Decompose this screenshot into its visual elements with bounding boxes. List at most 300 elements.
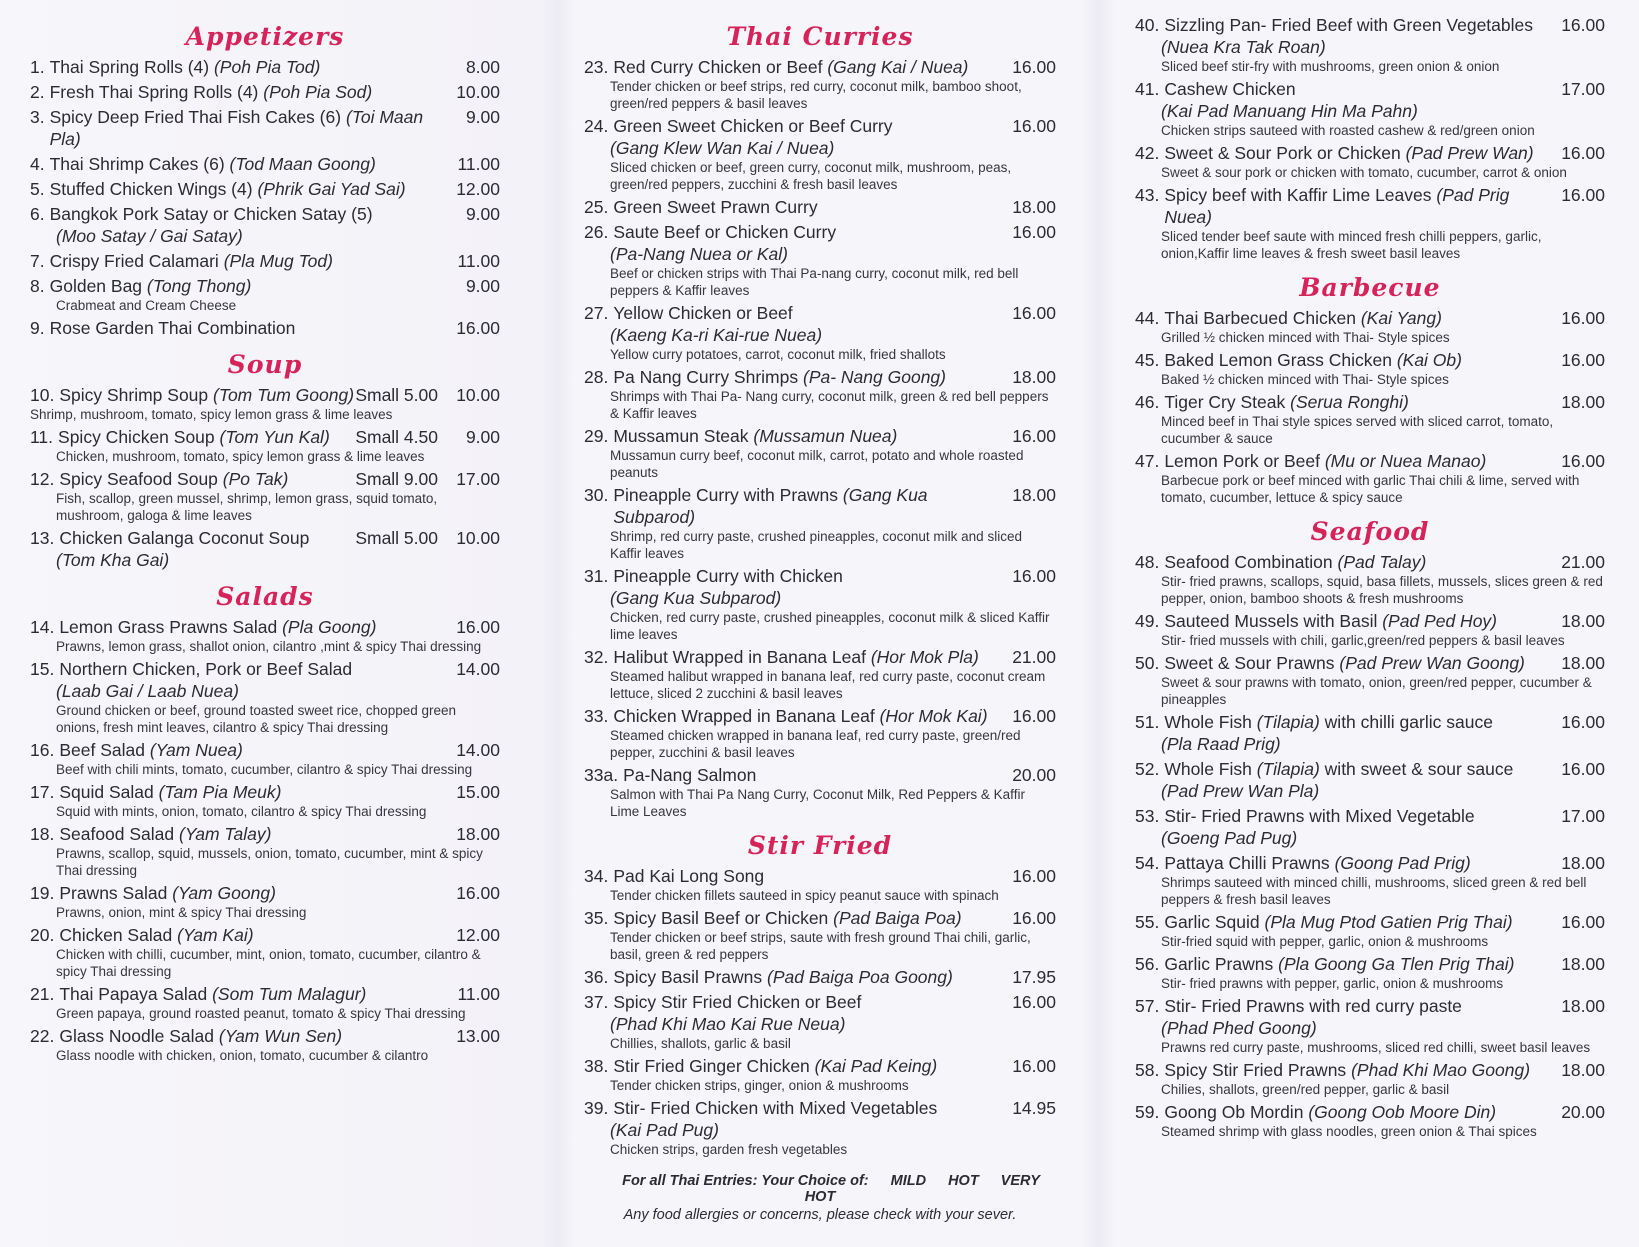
- item-price: 16.00: [1012, 303, 1056, 323]
- menu-item-row: [30, 203, 500, 225]
- item-thai-name: (Poh Pia Tod): [213, 57, 321, 77]
- item-english-name: Lemon Pork or Beef: [1164, 451, 1320, 471]
- item-price: 14.00: [456, 659, 500, 679]
- item-english-name: Pa-Nang Salmon: [623, 765, 757, 785]
- menu-item: [1135, 995, 1605, 1056]
- item-name: [59, 739, 452, 761]
- item-english-name: Pineapple Curry with Chicken: [613, 566, 843, 586]
- item-price: 18.00: [1012, 197, 1056, 217]
- item-english-name: Thai Barbecued Chicken: [1164, 308, 1356, 328]
- item-price: 14.95: [1012, 1098, 1056, 1118]
- item-name-tail: with sweet & sour sauce: [1324, 759, 1514, 779]
- item-name: [59, 781, 452, 803]
- menu-item: [30, 924, 500, 980]
- item-name: [613, 484, 1008, 528]
- item-english-name: Squid Salad: [59, 782, 154, 802]
- item-description: Mussamun curry beef, coconut milk, carrot, potato and whole roasted peanuts: [610, 448, 1024, 480]
- menu-item: [30, 203, 500, 247]
- item-price: 16.00: [1561, 912, 1605, 932]
- menu-item: [30, 527, 500, 571]
- menu-section: [584, 823, 1056, 1161]
- menu-item: [1135, 911, 1605, 950]
- item-thai-name: (Serua Ronghi): [1290, 392, 1409, 412]
- item-english-name: Spicy Stir Fried Chicken or Beef: [613, 992, 862, 1012]
- menu-item: [30, 983, 500, 1022]
- menu-item: [1135, 391, 1605, 447]
- item-number: 29.: [584, 426, 609, 446]
- item-description: Stir- fried prawns with pepper, garlic, onion & mushrooms: [1161, 976, 1504, 991]
- menu-item: [1135, 1101, 1605, 1140]
- item-name: [59, 983, 452, 1005]
- item-name: [613, 425, 1008, 447]
- menu-item-row: [584, 991, 1056, 1013]
- item-description: Sliced beef stir-fry with mushrooms, green onion & onion: [1161, 59, 1500, 74]
- item-name: [50, 81, 452, 103]
- item-thai-name: (Tom Yun Kal): [219, 427, 330, 447]
- menu-item-row: [30, 616, 500, 638]
- item-thai-name: (Tom Tum Goong): [213, 385, 355, 405]
- item-thai-name: (Phad Khi Mao Goong): [1351, 1060, 1531, 1080]
- menu-item: [30, 823, 500, 879]
- item-thai-name: (Laab Gai / Laab Nuea): [56, 681, 239, 701]
- item-english-name: Thai Papaya Salad: [59, 984, 208, 1004]
- item-thai-name: (Yam Wun Sen): [218, 1026, 343, 1046]
- menu-item: [1135, 805, 1605, 849]
- item-number: 56.: [1135, 954, 1160, 974]
- menu-section: [30, 342, 500, 574]
- item-price: 16.00: [1561, 712, 1605, 732]
- item-english-name: Cashew Chicken: [1164, 79, 1296, 99]
- item-description: Shrimps with Thai Pa- Nang curry, coconut milk, green & red bell peppers & Kaffir leaves: [610, 389, 1049, 421]
- item-thai-name: (Moo Satay / Gai Satay): [56, 226, 243, 246]
- menu-item-row: [1135, 995, 1605, 1017]
- item-name: [1164, 391, 1557, 413]
- item-english-name: Thai Spring Rolls (4): [49, 57, 210, 77]
- item-english-name: Spicy beef with Kaffir Lime Leaves: [1164, 185, 1432, 205]
- item-number: 45.: [1135, 350, 1160, 370]
- item-description: Sliced tender beef saute with minced fresh chilli peppers, garlic, onion,Kaffir lime leaves & fresh sweet basil leaves: [1161, 229, 1542, 261]
- item-price: 18.00: [1561, 996, 1605, 1016]
- item-number: 58.: [1135, 1060, 1160, 1080]
- menu-item: [30, 384, 500, 423]
- menu-item: [1135, 852, 1605, 908]
- item-description: Stir- fried mussels with chili, garlic,green/red peppers & basil leaves: [1161, 633, 1565, 648]
- menu-item-row: [584, 907, 1056, 929]
- item-name: [50, 203, 452, 225]
- menu-item-row: [1135, 1101, 1605, 1123]
- item-number: 55.: [1135, 912, 1160, 932]
- item-description: Steamed shrimp with glass noodles, green onion & Thai spices: [1161, 1124, 1537, 1139]
- menu-item: [1135, 1059, 1605, 1098]
- item-name: [59, 924, 452, 946]
- item-price: 17.00: [1561, 79, 1605, 99]
- item-english-name: Saute Beef or Chicken Curry: [613, 222, 837, 242]
- item-number: 22.: [30, 1026, 55, 1046]
- menu-item: [584, 705, 1056, 761]
- allergy-note: Any food allergies or concerns, please check with your sever.: [623, 1207, 1017, 1223]
- item-number: 43.: [1135, 185, 1160, 205]
- item-description: Chillies, shallots, garlic & basil: [610, 1036, 791, 1051]
- item-english-name: Spicy Basil Prawns: [613, 967, 763, 987]
- menu-column-1: [30, 14, 500, 1247]
- item-name: [59, 616, 452, 638]
- menu-item: [30, 178, 500, 200]
- item-price: 16.00: [1012, 992, 1056, 1012]
- menu-item-row: [584, 425, 1056, 447]
- item-name: [613, 1055, 1008, 1077]
- item-price: 16.00: [1012, 1056, 1056, 1076]
- menu-section: [584, 14, 1056, 823]
- item-thai-name: (Gang Kai / Nuea): [827, 57, 969, 77]
- item-thai-name: (Goeng Pad Pug): [1161, 828, 1298, 848]
- item-price: 18.00: [1561, 954, 1605, 974]
- item-price: 10.00: [456, 82, 500, 102]
- menu-item-row: [30, 153, 500, 175]
- item-description: Shrimp, red curry paste, crushed pineapples, coconut milk and sliced Kaffir leaves: [610, 529, 1022, 561]
- spice-choice-label: For all Thai Entries: Your Choice of:: [622, 1173, 869, 1189]
- item-thai-name: (Yam Talay): [179, 824, 272, 844]
- item-english-name: Rose Garden Thai Combination: [49, 318, 296, 338]
- item-price: 13.00: [456, 1026, 500, 1046]
- item-number: 31.: [584, 566, 609, 586]
- item-thai-name: (Pad Baiga Poa Goong): [767, 967, 953, 987]
- item-english-name: Thai Shrimp Cakes (6): [49, 154, 225, 174]
- menu-item-row: [30, 658, 500, 680]
- menu-item: [1135, 610, 1605, 649]
- item-english-name: Northern Chicken, Pork or Beef Salad: [59, 659, 353, 679]
- item-thai-name: (Goong Pad Prig): [1334, 853, 1471, 873]
- item-name: [613, 907, 1008, 929]
- item-description: Prawns red curry paste, mushrooms, sliced red chilli, sweet basil leaves: [1161, 1040, 1591, 1055]
- item-thai-name: (Gang Kua Subparod): [610, 588, 782, 608]
- item-price: 18.00: [1561, 611, 1605, 631]
- menu-section: [30, 14, 500, 342]
- item-description: Tender chicken fillets sauteed in spicy peanut sauce with spinach: [610, 888, 999, 903]
- item-number: 41.: [1135, 79, 1160, 99]
- item-thai-name: (Kai Yang): [1360, 308, 1442, 328]
- item-thai-name: (Goong Oob Moore Din): [1308, 1102, 1497, 1122]
- item-price: 16.00: [1012, 566, 1056, 586]
- item-english-name: Garlic Prawns: [1164, 954, 1274, 974]
- item-number: 6.: [30, 204, 45, 224]
- item-thai-name: (Kaeng Ka-ri Kai-rue Nuea): [610, 325, 823, 345]
- menu-item-row: [584, 196, 1056, 218]
- menu-item: [30, 250, 500, 272]
- menu-item-row: [30, 56, 500, 78]
- item-number: 50.: [1135, 653, 1160, 673]
- item-english-name: Spicy Seafood Soup: [59, 469, 218, 489]
- item-price: 16.00: [456, 318, 500, 338]
- item-price: 20.00: [1012, 765, 1056, 785]
- menu-item-row: [30, 178, 500, 200]
- menu-item: [1135, 142, 1605, 181]
- item-english-name: Beef Salad: [59, 740, 145, 760]
- item-description: Beef or chicken strips with Thai Pa-nang curry, coconut milk, red bell peppers & Kaffir leaves: [610, 266, 1019, 298]
- item-name: [613, 196, 1008, 218]
- item-number: 3.: [30, 107, 45, 127]
- item-thai-name: (Tom Kha Gai): [56, 550, 170, 570]
- item-name: [1164, 953, 1557, 975]
- item-thai-name: (Toi Maan Pla): [49, 107, 424, 149]
- item-description: Steamed chicken wrapped in banana leaf, red curry paste, green/red pepper, zucchini & basil leaves: [610, 728, 1021, 760]
- menu-item-row: [30, 250, 500, 272]
- item-number: 33a.: [584, 765, 619, 785]
- item-price: 18.00: [1561, 1060, 1605, 1080]
- item-english-name: Tiger Cry Steak: [1164, 392, 1286, 412]
- item-name: [50, 56, 452, 78]
- item-thai-name: (Yam Kai): [177, 925, 254, 945]
- item-english-name: Spicy Shrimp Soup: [59, 385, 209, 405]
- item-price: 11.00: [457, 251, 500, 271]
- item-description: Beef with chili mints, tomato, cucumber, cilantro & spicy Thai dressing: [56, 762, 473, 777]
- menu-item: [584, 1055, 1056, 1094]
- menu-item-row: [584, 865, 1056, 887]
- item-description: Tender chicken or beef strips, saute with fresh ground Thai chili, garlic, basil, green & red peppers: [610, 930, 1031, 962]
- item-english-name: Baked Lemon Grass Chicken: [1164, 350, 1392, 370]
- menu-item: [30, 56, 500, 78]
- menu-section: [1135, 265, 1605, 509]
- item-price: 18.00: [1012, 367, 1056, 387]
- item-thai-name: (Pad Prew Wan Goong): [1339, 653, 1525, 673]
- item-number: 27.: [584, 303, 609, 323]
- menu-item: [30, 153, 500, 175]
- item-english-name: Pad Kai Long Song: [613, 866, 765, 886]
- item-description: Chicken strips, garden fresh vegetables: [610, 1142, 848, 1157]
- item-number: 30.: [584, 485, 609, 505]
- item-thai-name: (Pad Ped Hoy): [1382, 611, 1498, 631]
- item-thai-name: (Tod Maan Goong): [229, 154, 376, 174]
- item-name: [50, 275, 452, 297]
- item-description: Sweet & sour prawns with tomato, onion, green/red pepper, cucumber & pineapples: [1161, 675, 1592, 707]
- item-description: Chicken, mushroom, tomato, spicy lemon grass & lime leaves: [56, 449, 425, 464]
- item-price: 17.95: [1012, 967, 1056, 987]
- menu-item: [1135, 551, 1605, 607]
- item-name: [613, 115, 1008, 137]
- item-english-name: Glass Noodle Salad: [59, 1026, 214, 1046]
- item-number: 14.: [30, 617, 55, 637]
- section-title: Thai Curries: [726, 22, 914, 51]
- section-title: Appetizers: [185, 22, 345, 51]
- item-description: Green papaya, ground roasted peanut, tomato & spicy Thai dressing: [56, 1006, 466, 1021]
- item-name: [613, 1097, 1008, 1119]
- menu-item-row: [584, 646, 1056, 668]
- item-english-name: Lemon Grass Prawns Salad: [59, 617, 278, 637]
- item-description: Baked ½ chicken minced with Thai- Style spices: [1161, 372, 1449, 387]
- menu-item: [584, 221, 1056, 299]
- item-name: [613, 646, 1008, 668]
- item-price: 16.00: [456, 883, 500, 903]
- item-name: [1164, 711, 1557, 733]
- item-description: Prawns, onion, mint & spicy Thai dressing: [56, 905, 307, 920]
- item-price: 18.00: [1561, 653, 1605, 673]
- item-english-name: Garlic Squid: [1164, 912, 1260, 932]
- menu-footer: [584, 1173, 1056, 1223]
- item-thai-name: (Pla Mug Ptod Gatien Prig Thai): [1264, 912, 1513, 932]
- item-name: [1164, 450, 1557, 472]
- item-price: 16.00: [1012, 908, 1056, 928]
- item-english-name: Whole Fish: [1164, 759, 1252, 779]
- menu-item: [1135, 307, 1605, 346]
- item-number: 34.: [584, 866, 609, 886]
- item-english-name: Mussamun Steak: [613, 426, 749, 446]
- menu-column-3: [1135, 14, 1605, 1247]
- item-thai-name: (Pla Mug Tod): [223, 251, 333, 271]
- menu-item: [584, 302, 1056, 363]
- item-english-name: Stir Fried Ginger Chicken: [613, 1056, 810, 1076]
- menu-item-row: [1135, 14, 1605, 36]
- item-name: [1164, 307, 1557, 329]
- item-price: 10.00: [456, 385, 500, 405]
- menu-item: [30, 616, 500, 655]
- item-name: [613, 221, 1008, 243]
- item-price: 12.00: [456, 925, 500, 945]
- item-english-name: Golden Bag: [49, 276, 143, 296]
- item-english-name: Chicken Galanga Coconut Soup: [59, 528, 310, 548]
- menu-item: [584, 115, 1056, 193]
- item-english-name: Red Curry Chicken or Beef: [613, 57, 823, 77]
- item-description: Salmon with Thai Pa Nang Curry, Coconut Milk, Red Peppers & Kaffir Lime Leaves: [610, 787, 1025, 819]
- item-price: 14.00: [456, 740, 500, 760]
- item-small-price: Small 5.00: [355, 528, 438, 548]
- item-thai-name: (Phrik Gai Yad Sai): [257, 179, 406, 199]
- item-price: 16.00: [1012, 116, 1056, 136]
- menu-item: [1135, 953, 1605, 992]
- section-title: Soup: [227, 350, 303, 379]
- menu-item-row: [1135, 711, 1605, 733]
- item-english-name: Halibut Wrapped in Banana Leaf: [613, 647, 866, 667]
- menu-item-row: [1135, 1059, 1605, 1081]
- item-description: Sliced chicken or beef, green curry, coconut milk, mushroom, peas, green/red peppers, zucchini & fresh basil leaves: [610, 160, 1012, 192]
- menu-item-row: [1135, 953, 1605, 975]
- menu-item: [584, 565, 1056, 643]
- item-english-name: Stir- Fried Prawns with red curry paste: [1164, 996, 1462, 1016]
- menu-item-row: [1135, 142, 1605, 164]
- item-name-tail: with chilli garlic sauce: [1324, 712, 1493, 732]
- item-thai-name: (Gang Klew Wan Kai / Nuea): [610, 138, 835, 158]
- menu-item-row: [30, 739, 500, 761]
- item-number: 19.: [30, 883, 55, 903]
- item-description: Shrimps sauteed with minced chilli, mushrooms, sliced green & red bell peppers & fresh basil leaves: [1161, 875, 1587, 907]
- item-english-name: Spicy Deep Fried Thai Fish Cakes (6): [49, 107, 342, 127]
- menu-item: [584, 484, 1056, 562]
- item-thai-name: (Gang Kua Subparod): [613, 485, 928, 527]
- item-thai-name: (Pa- Nang Goong): [803, 367, 946, 387]
- item-description: Ground chicken or beef, ground toasted sweet rice, chopped green onions, fresh mint leaves, cilantro & spicy Thai dressing: [56, 703, 457, 735]
- menu-item-row: [30, 882, 500, 904]
- item-price: 9.00: [465, 107, 500, 127]
- item-price: 16.00: [1561, 350, 1605, 370]
- menu-item: [1135, 711, 1605, 755]
- item-name: [1164, 142, 1557, 164]
- item-description: Tender chicken strips, ginger, onion & mushrooms: [610, 1078, 909, 1093]
- menu-item: [30, 81, 500, 103]
- item-number: 8.: [30, 276, 45, 296]
- item-english-name: Goong Ob Mordin: [1164, 1102, 1304, 1122]
- item-price: 16.00: [1012, 426, 1056, 446]
- item-english-name: Yellow Chicken or Beef: [613, 303, 793, 323]
- item-english-name: Seafood Combination: [1164, 552, 1333, 572]
- item-thai-name: (Poh Pia Sod): [263, 82, 373, 102]
- item-english-name: Pa Nang Curry Shrimps: [613, 367, 799, 387]
- item-thai-name: (Mussamun Nuea): [753, 426, 898, 446]
- item-number: 10.: [30, 385, 55, 405]
- item-name: [613, 991, 1008, 1013]
- spice-level-0: MILD: [890, 1173, 927, 1189]
- menu-item: [1135, 349, 1605, 388]
- item-number: 25.: [584, 197, 609, 217]
- item-price: 16.00: [1561, 308, 1605, 328]
- item-price: 18.00: [1561, 392, 1605, 412]
- item-name: [1164, 805, 1557, 827]
- item-english-name: Whole Fish: [1164, 712, 1252, 732]
- item-thai-name: (Pa-Nang Nuea or Kal): [610, 244, 788, 264]
- item-english-name: Chicken Salad: [59, 925, 173, 945]
- item-number: 53.: [1135, 806, 1160, 826]
- item-name: [1164, 14, 1557, 36]
- item-number: 20.: [30, 925, 55, 945]
- menu-item-row: [584, 115, 1056, 137]
- item-price: 16.00: [1012, 57, 1056, 77]
- item-thai-name: (Kai Pad Pug): [610, 1120, 719, 1140]
- item-number: 37.: [584, 992, 609, 1012]
- item-number: 17.: [30, 782, 55, 802]
- menu-item: [1135, 78, 1605, 139]
- menu-item: [30, 781, 500, 820]
- menu-item: [30, 658, 500, 736]
- menu-item-row: [1135, 758, 1605, 780]
- item-name: [1164, 349, 1557, 371]
- item-english-name: Fresh Thai Spring Rolls (4): [49, 82, 259, 102]
- menu-item-row: [1135, 450, 1605, 472]
- item-number: 36.: [584, 967, 609, 987]
- item-description: Chicken with chilli, cucumber, mint, onion, tomato, cucumber, cilantro & spicy Thai dressing: [56, 947, 481, 979]
- menu-item-row: [30, 317, 500, 339]
- menu-item-row: [30, 1025, 500, 1047]
- menu-item: [30, 739, 500, 778]
- menu-item-row: [584, 56, 1056, 78]
- item-name: [613, 966, 1008, 988]
- menu-item-row: [30, 468, 500, 490]
- item-name: [613, 366, 1008, 388]
- menu-item: [1135, 652, 1605, 708]
- item-description: Crabmeat and Cream Cheese: [56, 298, 237, 313]
- item-number: 51.: [1135, 712, 1160, 732]
- item-thai-name: (Yam Nuea): [149, 740, 243, 760]
- item-number: 48.: [1135, 552, 1160, 572]
- menu-item-row: [1135, 307, 1605, 329]
- item-thai-name: (Pad Prew Wan Pla): [1161, 781, 1320, 801]
- item-name: [613, 565, 1008, 587]
- menu-section: [30, 574, 500, 1067]
- item-thai-name: (Tilapia): [1256, 712, 1320, 732]
- item-name: [59, 823, 452, 845]
- item-number: 12.: [30, 469, 55, 489]
- item-name: [50, 106, 452, 150]
- item-name: [50, 153, 452, 175]
- item-thai-name: (Phad Khi Mao Kai Rue Neua): [610, 1014, 846, 1034]
- item-name: [59, 527, 355, 549]
- menu-item-row: [584, 705, 1056, 727]
- item-english-name: Stir- Fried Prawns with Mixed Vegetable: [1164, 806, 1475, 826]
- item-name: [50, 250, 452, 272]
- menu-item: [30, 275, 500, 314]
- item-price: 17.00: [1561, 806, 1605, 826]
- item-name: [613, 56, 1008, 78]
- item-thai-name: (Hor Mok Kai): [879, 706, 988, 726]
- item-number: 26.: [584, 222, 609, 242]
- item-description: Tender chicken or beef strips, red curry, coconut milk, bamboo shoot, green/red peppers & basil leaves: [610, 79, 1022, 111]
- item-description: Chilies, shallots, green/red pepper, garlic & basil: [1161, 1082, 1450, 1097]
